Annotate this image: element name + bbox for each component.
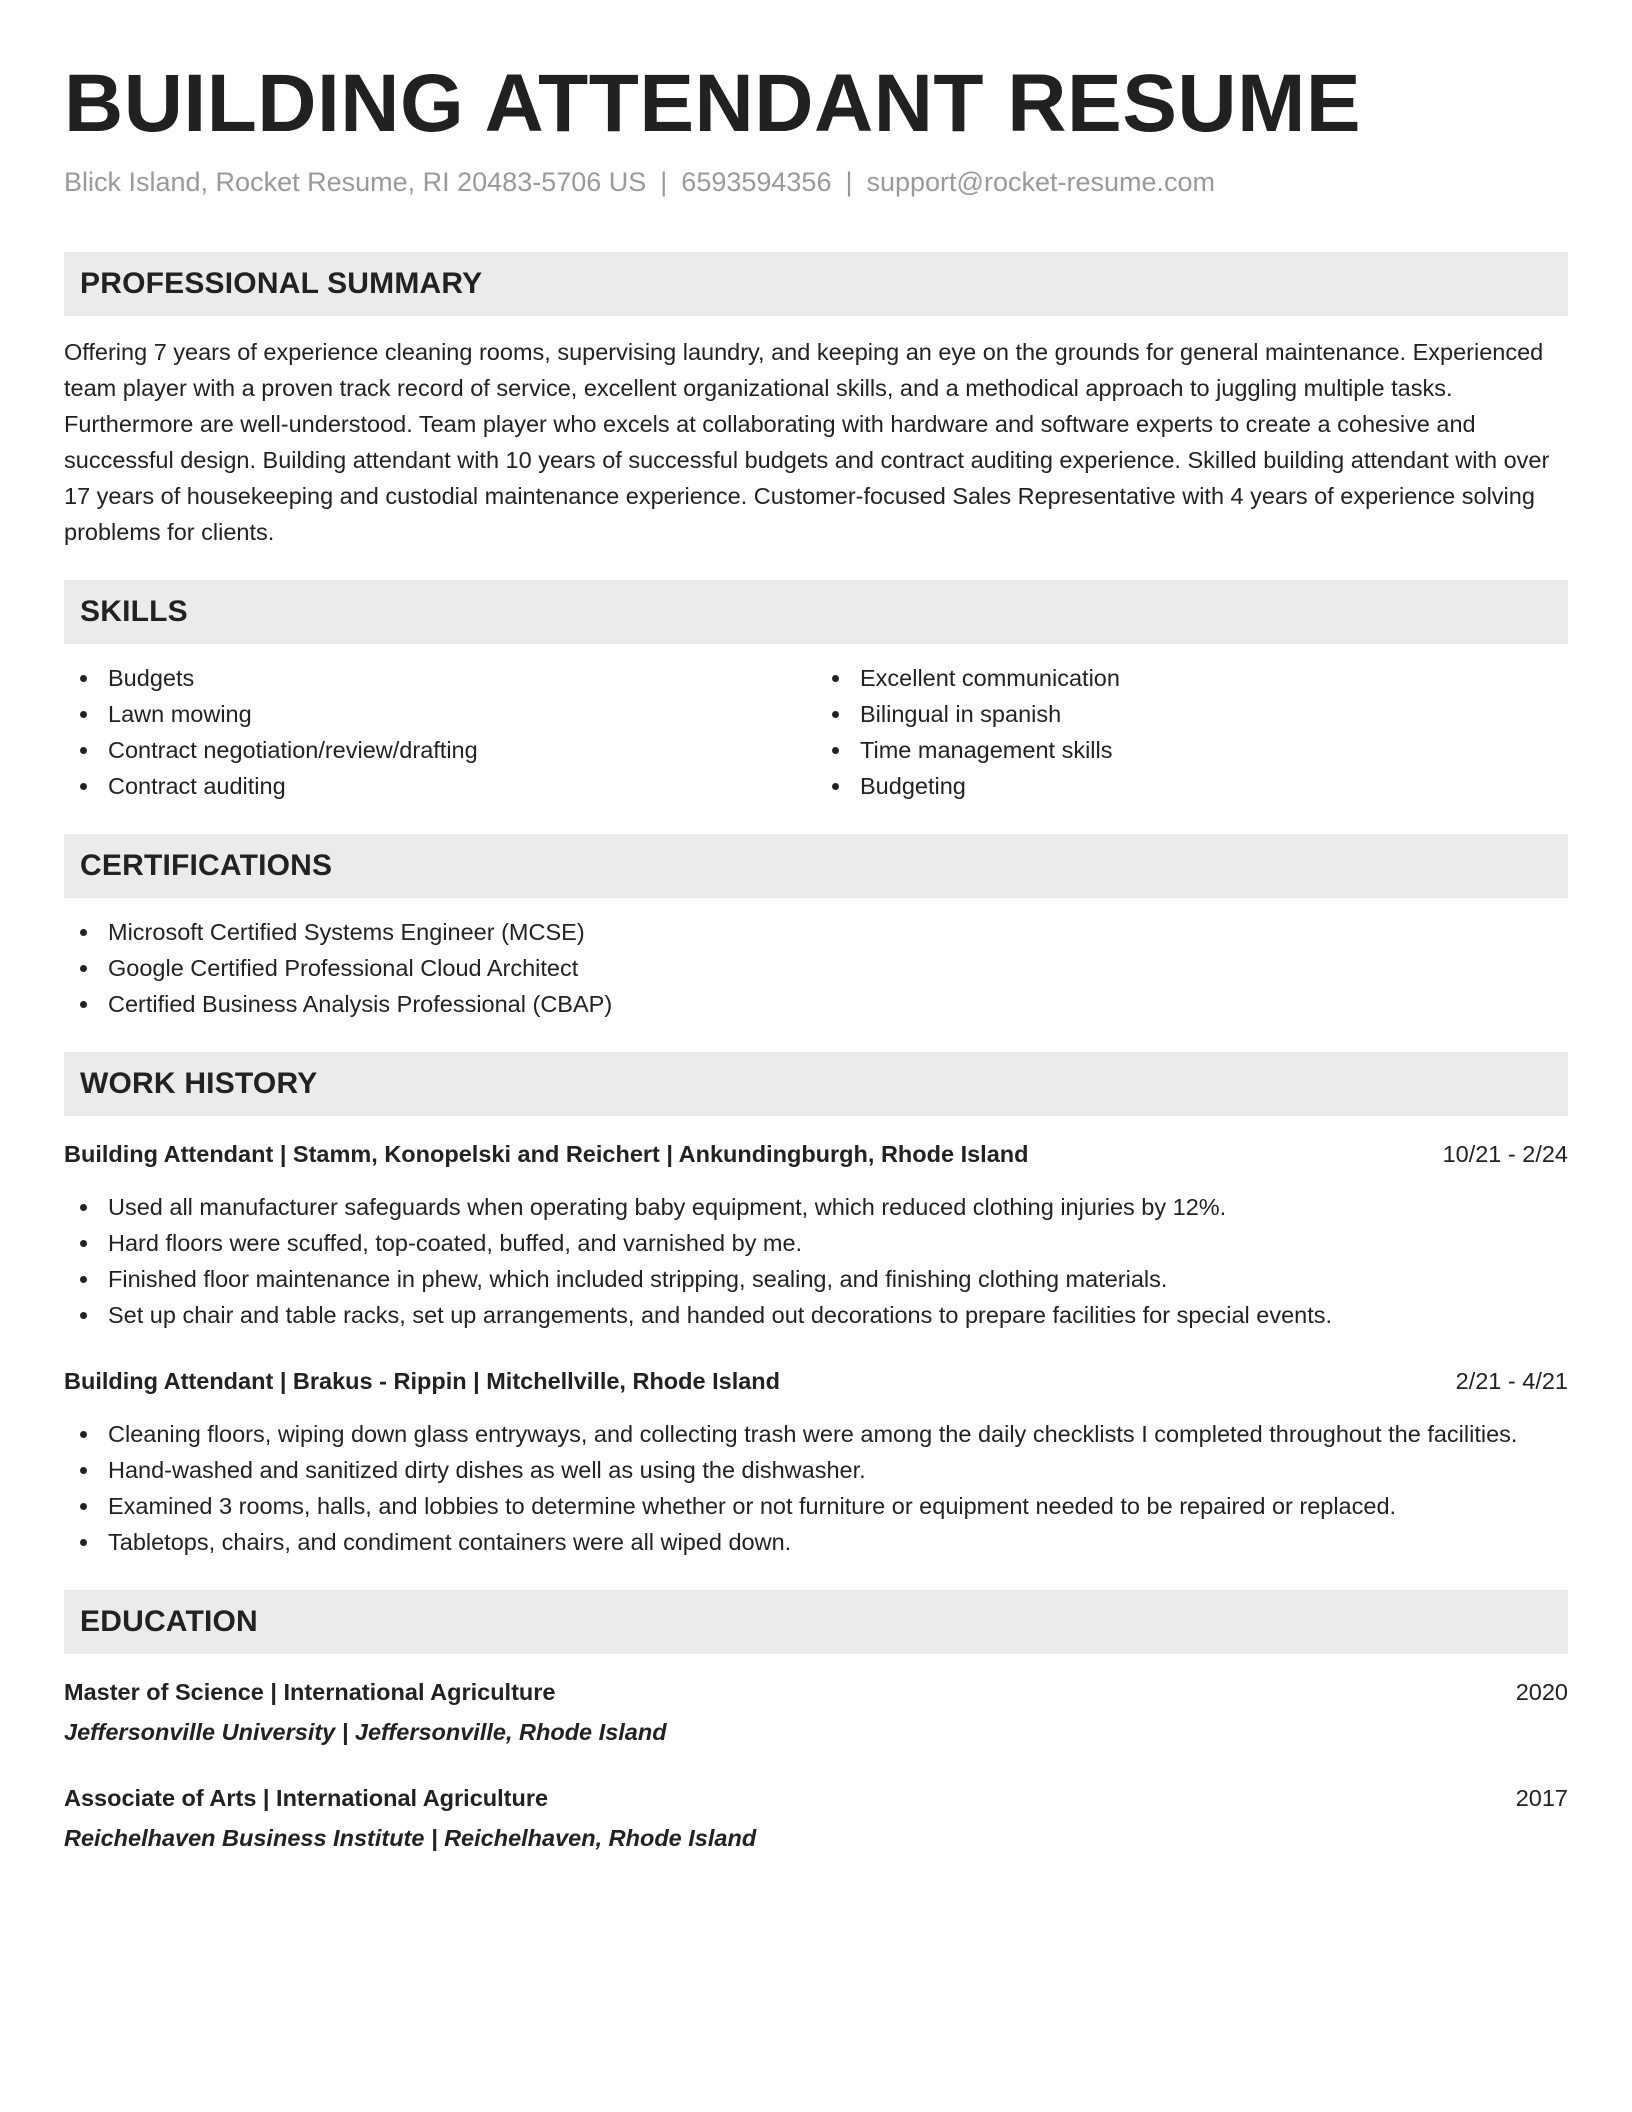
job-duty: Set up chair and table racks, set up arrangements, and handed out decorations to prepare facilities for special events. [64,1297,1568,1333]
job-duties [64,1416,1568,1560]
certifications-list [64,914,1568,1022]
degree-title: Associate of Arts | International Agriculture [64,1785,549,1811]
contact-separator: | [660,167,668,197]
certification-item: Google Certified Professional Cloud Architect [64,950,1568,986]
resume-title: BUILDING ATTENDANT RESUME [64,58,1362,149]
contact-separator: | [845,167,853,197]
summary-text: Offering 7 years of experience cleaning rooms, supervising laundry, and keeping an eye on the grounds for general maintenance. Experienced team player with a proven track record of service, excellent organizational skills, and a methodical approach to juggling multiple tasks. Furthermore are well-understood. Team player who excels at collaborating with hardware and software experts to create a cohesive and successful design. Building attendant with 10 years of successful budgets and contract auditing experience. Skilled building attendant with over 17 years of housekeeping and custodial maintenance experience. Customer-focused Sales Representative with 4 years of experience solving problems for clients. [64,339,1550,545]
contact-email: support@rocket-resume.com [866,167,1216,197]
graduation-year: 2020 [1515,1679,1568,1705]
certification-item: Certified Business Analysis Professional (CBAP) [64,986,1568,1022]
section-heading-skills: SKILLS [64,580,1568,644]
job-duty: Examined 3 rooms, halls, and lobbies to determine whether or not furniture or equipment needed to be repaired or replaced. [64,1488,1568,1524]
job-title: Building Attendant | Stamm, Konopelski and Reichert | Ankundingburgh, Rhode Island [64,1141,1029,1167]
skill-item: Excellent communication [816,660,1568,696]
degree-title: Master of Science | International Agriculture [64,1679,556,1705]
skills-list [64,660,1568,804]
section-heading-work-history: WORK HISTORY [64,1052,1568,1116]
job-duty: Finished floor maintenance in phew, which included stripping, sealing, and finishing clothing materials. [64,1261,1568,1297]
job-duty: Used all manufacturer safeguards when operating baby equipment, which reduced clothing injuries by 12%. [64,1189,1568,1225]
school-name: Jeffersonville University | Jeffersonville, Rhode Island [64,1719,667,1745]
job-title: Building Attendant | Brakus - Rippin | Mitchellville, Rhode Island [64,1368,781,1394]
section-heading-education: EDUCATION [64,1590,1568,1654]
contact-address: Blick Island, Rocket Resume, RI 20483-5706 US [64,167,647,197]
graduation-year: 2017 [1515,1785,1568,1811]
school-name: Reichelhaven Business Institute | Reichelhaven, Rhode Island [64,1825,757,1851]
job-duty: Cleaning floors, wiping down glass entryways, and collecting trash were among the daily checklists I completed throughout the facilities. [64,1416,1568,1452]
job-dates: 10/21 - 2/24 [1442,1141,1568,1167]
job-header [64,1136,1568,1172]
skill-item: Time management skills [816,732,1568,768]
job-duties [64,1189,1568,1333]
job-dates: 2/21 - 4/21 [1455,1368,1568,1394]
education-header [64,1780,1568,1816]
job-duty: Hand-washed and sanitized dirty dishes as well as using the dishwasher. [64,1452,1568,1488]
contact-phone: 6593594356 [681,167,832,197]
skill-item: Contract auditing [64,768,816,804]
certification-item: Microsoft Certified Systems Engineer (MCSE) [64,914,1568,950]
education-entry [64,1780,1568,1856]
section-heading-summary: PROFESSIONAL SUMMARY [64,252,1568,316]
skills-column-right [816,660,1568,804]
contact-line [64,162,1568,202]
job-duty: Hard floors were scuffed, top-coated, buffed, and varnished by me. [64,1225,1568,1261]
job-header [64,1363,1568,1399]
skill-item: Bilingual in spanish [816,696,1568,732]
skill-item: Budgeting [816,768,1568,804]
job-entry [64,1136,1568,1333]
job-entry [64,1363,1568,1560]
skills-column-left [64,660,816,804]
skill-item: Lawn mowing [64,696,816,732]
education-entry [64,1674,1568,1750]
skill-item: Contract negotiation/review/drafting [64,732,816,768]
education-header [64,1674,1568,1710]
skill-item: Budgets [64,660,816,696]
section-heading-certifications: CERTIFICATIONS [64,834,1568,898]
job-duty: Tabletops, chairs, and condiment containers were all wiped down. [64,1524,1568,1560]
